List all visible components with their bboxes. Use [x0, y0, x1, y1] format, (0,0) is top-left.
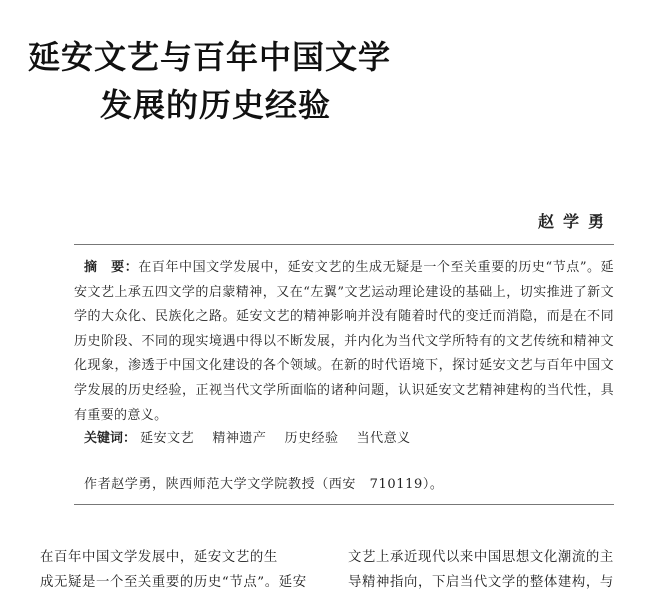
keyword: 延安文艺	[140, 431, 195, 446]
keyword: 精神遗产	[212, 431, 267, 446]
article-title-line-1: 延安文艺与百年中国文学	[28, 38, 392, 76]
body-column-left	[10, 545, 310, 595]
abstract-top-rule	[74, 244, 614, 245]
keywords-label: 关键词：	[84, 431, 137, 446]
keywords-line	[84, 427, 425, 446]
article-title-line-2: 发展的历史经验	[100, 86, 332, 124]
keyword: 当代意义	[356, 431, 411, 446]
author-note: 作者赵学勇，陕西师范大学文学院教授（西安 710119）。	[84, 477, 444, 492]
body-text-line: 在百年中国文学发展中，延安文艺的生	[40, 550, 278, 565]
abstract-bottom-rule	[74, 504, 614, 505]
keyword: 历史经验	[284, 431, 339, 446]
author-name: 赵学勇	[538, 212, 614, 231]
abstract-text: 在百年中国文学发展中，延安文艺的生成无疑是一个至关重要的历史“节点”。延安文艺上承五四文学的启蒙精神，又在“左翼”文艺运动理论建设的基础上，切实推进了新文学的大众化、民族化之路。延安文艺的精神影响并没有随着时代的变迁而消隐，而是在不同历史阶段、不同的现实境遇中得以不断发展，并内化为当代文学所特有的文艺传统和精神文化现象，渗透于中国文化建设的各个领域。在新的时代语境下，探讨延安文艺与百年中国文学发展的历史经验，正视当代文学所面临的诸种问题，认识延安文艺精神建构的当代性，具有重要的意义。	[74, 260, 614, 423]
abstract-label: 摘 要：	[84, 260, 139, 275]
body-text-line: 导精神指向，下启当代文学的整体建构，与	[348, 575, 614, 590]
body-column-right	[348, 545, 648, 595]
abstract-block	[74, 256, 614, 428]
abstract-indent	[74, 260, 84, 275]
body-text-line: 文艺上承近现代以来中国思想文化潮流的主	[348, 550, 614, 565]
body-text-line: 成无疑是一个至关重要的历史“节点”。延安	[40, 575, 307, 590]
